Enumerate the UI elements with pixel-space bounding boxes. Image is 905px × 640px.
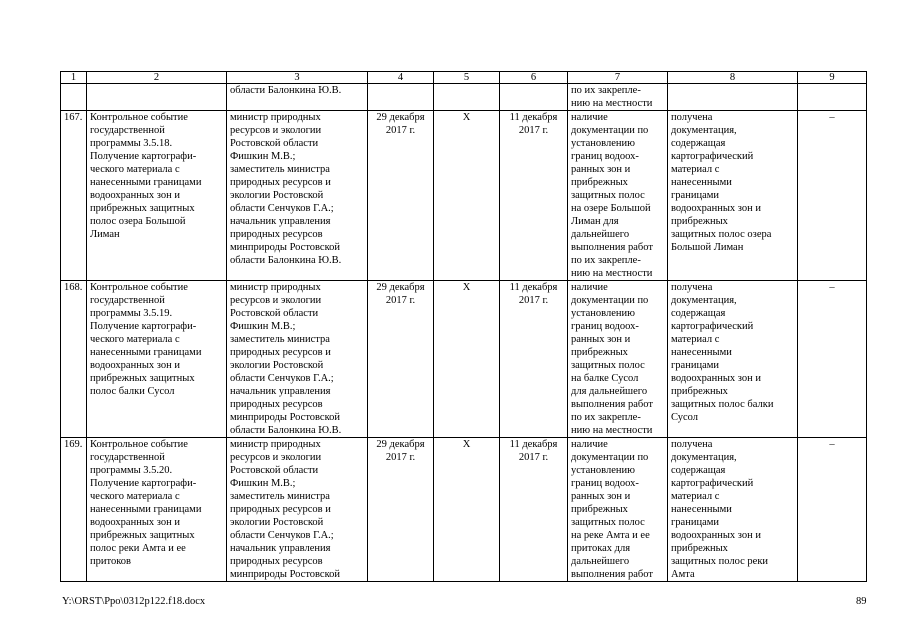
cell-fact-date: 11 декабря 2017 г. bbox=[500, 111, 568, 281]
footer-file-path: Y:\ORST\Ppo\0312p122.f18.docx bbox=[62, 596, 206, 607]
cell-responsible: министр природных ресурсов и экологии Ростовской области Фишкин М.В.; заместитель министра природных ресурсов и экологии Ростовской области Сенчуков Г.А.; начальник управления природных ресурсов минприроды Ростовской области Балонкина Ю.В. bbox=[227, 111, 368, 281]
cell-result: наличие документации по установлению границ водоох- ранных зон и прибрежных защитных полос на балке Сусол для дальнейшего выполнения работ по их закрепле- нию на местности bbox=[568, 281, 668, 438]
table-row bbox=[61, 111, 867, 281]
table-row bbox=[61, 438, 867, 582]
header-cell: 6 bbox=[500, 72, 568, 84]
continuation-row bbox=[61, 84, 867, 111]
header-cell: 4 bbox=[368, 72, 434, 84]
cell-responsible: министр природных ресурсов и экологии Ростовской области Фишкин М.В.; заместитель министра природных ресурсов и экологии Ростовской области Сенчуков Г.А.; начальник управления природных ресурсов минприроды Ростовской bbox=[227, 438, 368, 582]
cell-info: получена документация, содержащая картографический материал с нанесенными границами водоохранных зон и прибрежных защитных полос реки Амта bbox=[668, 438, 798, 582]
cell-result: наличие документации по установлению границ водоох- ранных зон и прибрежных защитных полос на озере Большой Лиман для дальнейшего выполнения работ по их закрепле- нию на местности bbox=[568, 111, 668, 281]
cell-event: Контрольное событие государственной программы 3.5.20. Получение картографи- ческого материала с нанесенными границами водоохранных зон и прибрежных защитных полос реки Амта и ее притоков bbox=[87, 438, 227, 582]
header-cell: 7 bbox=[568, 72, 668, 84]
header-cell: 8 bbox=[668, 72, 798, 84]
table-row bbox=[61, 281, 867, 438]
cell-number: 168. bbox=[61, 281, 87, 438]
cell-plan-date: 29 декабря 2017 г. bbox=[368, 438, 434, 582]
cell-result: по их закрепле- нию на местности bbox=[568, 84, 668, 111]
cell-number: 169. bbox=[61, 438, 87, 582]
cell-col5: Х bbox=[434, 281, 500, 438]
cell-plan-date: 29 декабря 2017 г. bbox=[368, 111, 434, 281]
header-cell: 3 bbox=[227, 72, 368, 84]
header-cell: 2 bbox=[87, 72, 227, 84]
cell-info: получена документация, содержащая картографический материал с нанесенными границами водоохранных зон и прибрежных защитных полос озера Большой Лиман bbox=[668, 111, 798, 281]
cell-col5: Х bbox=[434, 111, 500, 281]
cell-event: Контрольное событие государственной программы 3.5.19. Получение картографи- ческого материала с нанесенными границами водоохранных зон и прибрежных защитных полос балки Сусол bbox=[87, 281, 227, 438]
header-cell: 5 bbox=[434, 72, 500, 84]
cell-responsible: области Балонкина Ю.В. bbox=[227, 84, 368, 111]
cell-fact-date: 11 декабря 2017 г. bbox=[500, 438, 568, 582]
data-table bbox=[60, 71, 867, 582]
cell-info: получена документация, содержащая картографический материал с нанесенными границами водоохранных зон и прибрежных защитных полос балки Сусол bbox=[668, 281, 798, 438]
cell-plan-date: 29 декабря 2017 г. bbox=[368, 281, 434, 438]
cell-number: 167. bbox=[61, 111, 87, 281]
cell-col9: – bbox=[798, 438, 867, 582]
cell-col5: Х bbox=[434, 438, 500, 582]
cell-responsible: министр природных ресурсов и экологии Ростовской области Фишкин М.В.; заместитель министра природных ресурсов и экологии Ростовской области Сенчуков Г.А.; начальник управления природных ресурсов минприроды Ростовской области Балонкина Ю.В. bbox=[227, 281, 368, 438]
cell-result: наличие документации по установлению границ водоох- ранных зон и прибрежных защитных полос на реке Амта и ее притоках для дальнейшего выполнения работ bbox=[568, 438, 668, 582]
footer-page-number: 89 bbox=[856, 596, 867, 607]
header-cell: 1 bbox=[61, 72, 87, 84]
cell-col9: – bbox=[798, 281, 867, 438]
cell-event: Контрольное событие государственной программы 3.5.18. Получение картографи- ческого материала с нанесенными границами водоохранных зон и прибрежных защитных полос озера Большой Лиман bbox=[87, 111, 227, 281]
header-row bbox=[61, 72, 867, 84]
cell-col9: – bbox=[798, 111, 867, 281]
header-cell: 9 bbox=[798, 72, 867, 84]
cell-fact-date: 11 декабря 2017 г. bbox=[500, 281, 568, 438]
